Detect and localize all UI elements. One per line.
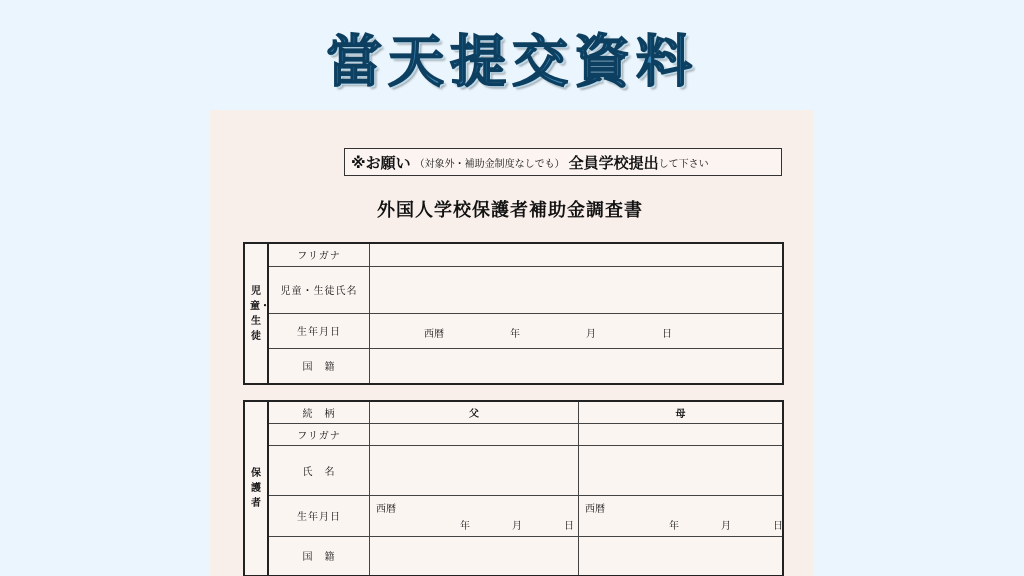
guardian-furigana-label: フリガナ <box>268 423 370 445</box>
father-birth-field[interactable] <box>370 495 579 536</box>
student-birth-field[interactable] <box>370 313 784 348</box>
mother-nationality-field[interactable] <box>579 536 784 576</box>
guardian-info-table <box>243 400 784 576</box>
mother-birth-month-unit: 月 <box>721 520 731 532</box>
guardian-nationality-label: 国 籍 <box>268 536 370 576</box>
notice-suffix: して下さい <box>658 158 709 170</box>
document-title: 外国人学校保護者補助金調査書 <box>377 200 643 221</box>
student-furigana-field[interactable] <box>370 243 784 266</box>
father-furigana-field[interactable] <box>370 423 579 445</box>
mother-birth-year-unit: 年 <box>669 520 679 532</box>
student-furigana-label: フリガナ <box>268 243 370 266</box>
student-name-field[interactable] <box>370 266 784 313</box>
father-birth-month-unit: 月 <box>512 520 522 532</box>
mother-birth-field[interactable] <box>579 495 784 536</box>
student-info-table <box>243 242 784 385</box>
mother-name-field[interactable] <box>579 445 784 495</box>
mother-birth-day-unit: 日 <box>773 520 783 532</box>
father-birth-era: 西暦 <box>376 503 396 515</box>
notice-prefix: ※お願い <box>351 153 411 172</box>
guardian-relation-label: 続 柄 <box>268 401 370 423</box>
notice-box <box>344 148 782 176</box>
student-nationality-field[interactable] <box>370 348 784 384</box>
student-nationality-label: 国 籍 <box>268 348 370 384</box>
mother-furigana-field[interactable] <box>579 423 784 445</box>
student-birth-month-unit: 月 <box>586 328 596 340</box>
student-section-label: 児童・生徒 <box>244 243 268 384</box>
father-nationality-field[interactable] <box>370 536 579 576</box>
notice-main: 全員学校提出 <box>568 153 659 172</box>
notice-note: （対象外・補助金制度なしでも） <box>414 158 565 170</box>
mother-birth-era: 西暦 <box>585 503 605 515</box>
student-birth-era: 西暦 <box>424 328 444 340</box>
father-birth-year-unit: 年 <box>460 520 470 532</box>
survey-form-document <box>210 110 814 576</box>
student-birth-year-unit: 年 <box>510 328 520 340</box>
guardian-section-label: 保護者 <box>244 401 268 576</box>
father-birth-day-unit: 日 <box>564 520 574 532</box>
guardian-birth-label: 生年月日 <box>268 495 370 536</box>
student-name-label: 児童・生徒氏名 <box>268 266 370 313</box>
student-birth-day-unit: 日 <box>662 328 672 340</box>
student-birth-label: 生年月日 <box>268 313 370 348</box>
slide-title: 當天提交資料 <box>326 29 698 95</box>
father-name-field[interactable] <box>370 445 579 495</box>
mother-column-header: 母 <box>579 401 784 423</box>
guardian-name-label: 氏 名 <box>268 445 370 495</box>
father-column-header: 父 <box>370 401 579 423</box>
